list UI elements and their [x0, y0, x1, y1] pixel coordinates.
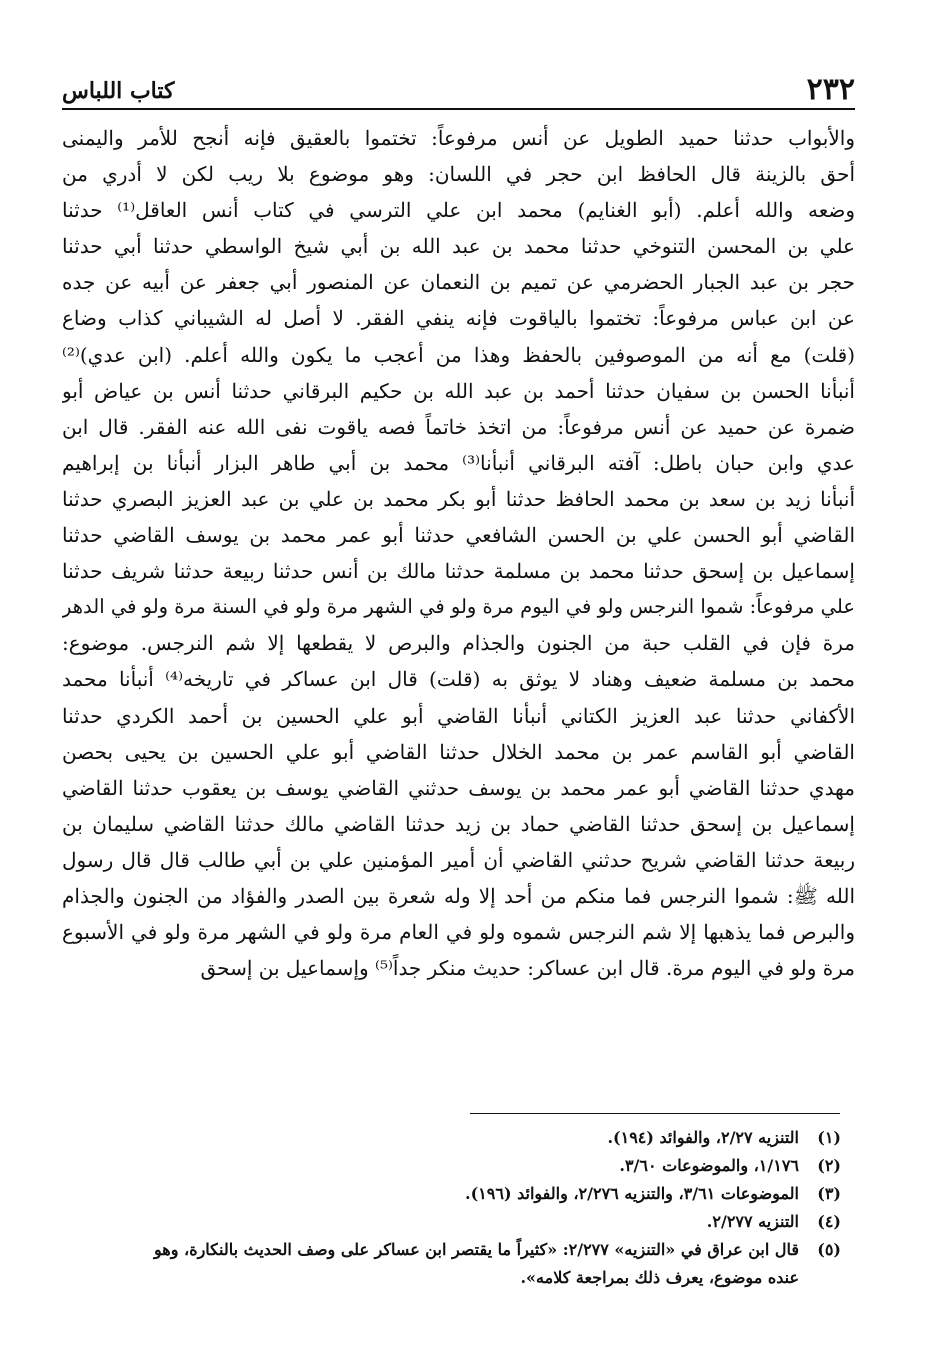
footnote-number: (١) [817, 1128, 841, 1147]
footnote [90, 1180, 841, 1208]
footnote-text: التنزيه ٢/٢٧، والفوائد (١٩٤). [607, 1128, 799, 1147]
page-number: ٢٣٢ [806, 72, 855, 107]
text-line: ربيعة حدثنا القاضي شريح حدثني القاضي أن أمير المؤمنين علي بن أبي طالب قال قال رسول [62, 847, 855, 872]
footnote-number: (٤) [817, 1212, 841, 1231]
text-line: محمد بن مسلمة ضعيف وهناد لا يوثق به (قلت) قال ابن عساكر في تاريخه⁽⁴⁾ أنبأنا محمد [62, 667, 855, 692]
footnote-text: التنزيه ٢/٢٧٧. [706, 1212, 799, 1231]
text-line: والأبواب حدثنا حميد الطويل عن أنس مرفوعاً: تختموا بالعقيق فإنه أنجح للأمر واليمنى [62, 126, 855, 150]
footnote-number: (٣) [817, 1184, 841, 1203]
footnote-text: الموضوعات ٣/٦١، والتنزيه ٢/٢٧٦، والفوائد (١٩٦). [465, 1184, 799, 1203]
text-line: أنبأنا الحسن بن سفيان حدثنا أحمد بن عبد الله بن حكيم البرقاني حدثنا أنس بن عياض أبو [62, 378, 855, 403]
footnote [90, 1124, 841, 1152]
text-line: مرة فإن في القلب حبة من الجنون والجذام والبرص لا يقطعها إلا شم النرجس. موضوع: [62, 631, 855, 656]
footnote [90, 1208, 841, 1236]
text-line: (قلت) مع أنه من الموصوفين بالحفظ وهذا من أعجب ما يكون والله أعلم. (ابن عدي)⁽²⁾ [62, 342, 855, 367]
text-line: والبرص فما يذهبها إلا شم النرجس شموه ولو في العام مرة ولو في الشهر مرة ولو في الأسبوع [62, 920, 855, 945]
footnote-number: (٢) [817, 1156, 841, 1175]
text-line: القاضي أبو الحسن علي بن الحسن الشافعي حدثنا أبو عمر محمد بن يوسف القاضي حدثنا [62, 523, 855, 548]
page-header [62, 68, 855, 108]
header-divider [62, 108, 855, 110]
running-title: كتاب اللباس [62, 78, 175, 104]
text-line: مهدي حدثنا القاضي أبو عمر محمد بن يوسف حدثني القاضي يوسف بن يعقوب حدثنا القاضي [62, 775, 855, 800]
text-line: عدي وابن حبان باطل: آفته البرقاني أنبأنا⁽³⁾ محمد بن أبي طاهر البزار أنبأنا بن إبراهيم [62, 450, 855, 475]
text-line: الأكفاني حدثنا عبد العزيز الكتاني أنبأنا القاضي أبو علي الحسين بن أحمد الكردي حدثنا [62, 703, 855, 728]
text-line: أنبأنا زيد بن سعد بن محمد الحافظ حدثنا أبو بكر محمد بن علي بن عبد العزيز البصري حدثنا [62, 486, 855, 511]
text-line: القاضي أبو القاسم عمر بن محمد الخلال حدثنا القاضي أبو علي الحسين بن يحيى بحصن [62, 739, 855, 764]
footnote-divider [470, 1113, 840, 1114]
text-line: إسماعيل بن إسحق حدثنا محمد بن مسلمة حدثنا مالك بن أنس حدثنا ربيعة حدثنا شريف حدثنا [62, 559, 855, 584]
text-line: حجر بن عبد الجبار الحضرمي عن تميم بن النعمان عن المنصور أبي جعفر عن أبيه عن جده [62, 270, 855, 295]
footnote-text: عنده موضوع، يعرف ذلك بمراجعة كلامه». [520, 1268, 799, 1287]
footnote-text: قال ابن عراق في «التنزيه» ٢/٢٧٧: «كثيراً ما يقتصر ابن عساكر على وصف الحديث بالنكارة، وهو [154, 1240, 799, 1259]
text-line: أحق بالزينة قال الحافظ ابن حجر في اللسان: وهو موضوع بلا ريب لكن لا أدري من [62, 162, 855, 187]
text-line: وضعه والله أعلم. (أبو الغنايم) محمد ابن علي الترسي في كتاب أنس العاقل⁽¹⁾ حدثنا [62, 198, 855, 223]
footnotes [90, 1124, 841, 1292]
text-line: علي مرفوعاً: شموا النرجس ولو في اليوم مرة ولو في الشهر مرة ولو في السنة مرة ولو في الدهر [62, 595, 855, 619]
footnote-text: ١/١٧٦، والموضوعات ٣/٦٠. [619, 1156, 799, 1175]
text-line: علي بن المحسن التنوخي حدثنا محمد بن عبد الله بن أبي شيخ الواسطي حدثنا أبي حدثنا [62, 234, 855, 259]
text-line: الله ﷺ: شموا النرجس فما منكم من أحد إلا وله شعرة بين الصدر والفؤاد من الجنون والجذام [62, 883, 855, 908]
main-text [62, 120, 855, 986]
text-line: مرة ولو في اليوم مرة. قال ابن عساكر: حديث منكر جداً⁽⁵⁾ وإسماعيل بن إسحق [200, 956, 855, 981]
footnote-number: (٥) [817, 1240, 841, 1259]
footnote [90, 1152, 841, 1180]
text-line: ضمرة عن حميد عن أنس مرفوعاً: من اتخذ خاتماً فصه ياقوت نفى الله عنه الفقر. قال ابن [62, 414, 855, 439]
footnote-continuation [90, 1264, 841, 1292]
footnote [90, 1236, 841, 1264]
text-line: إسماعيل بن إسحق حدثنا القاضي حماد بن زيد حدثنا القاضي مالك حدثنا القاضي سليمان بن [62, 811, 855, 836]
text-line: عن ابن عباس مرفوعاً: تختموا بالياقوت فإنه ينفي الفقر. لا أصل له الشيباني كذاب وضاع [62, 306, 855, 331]
